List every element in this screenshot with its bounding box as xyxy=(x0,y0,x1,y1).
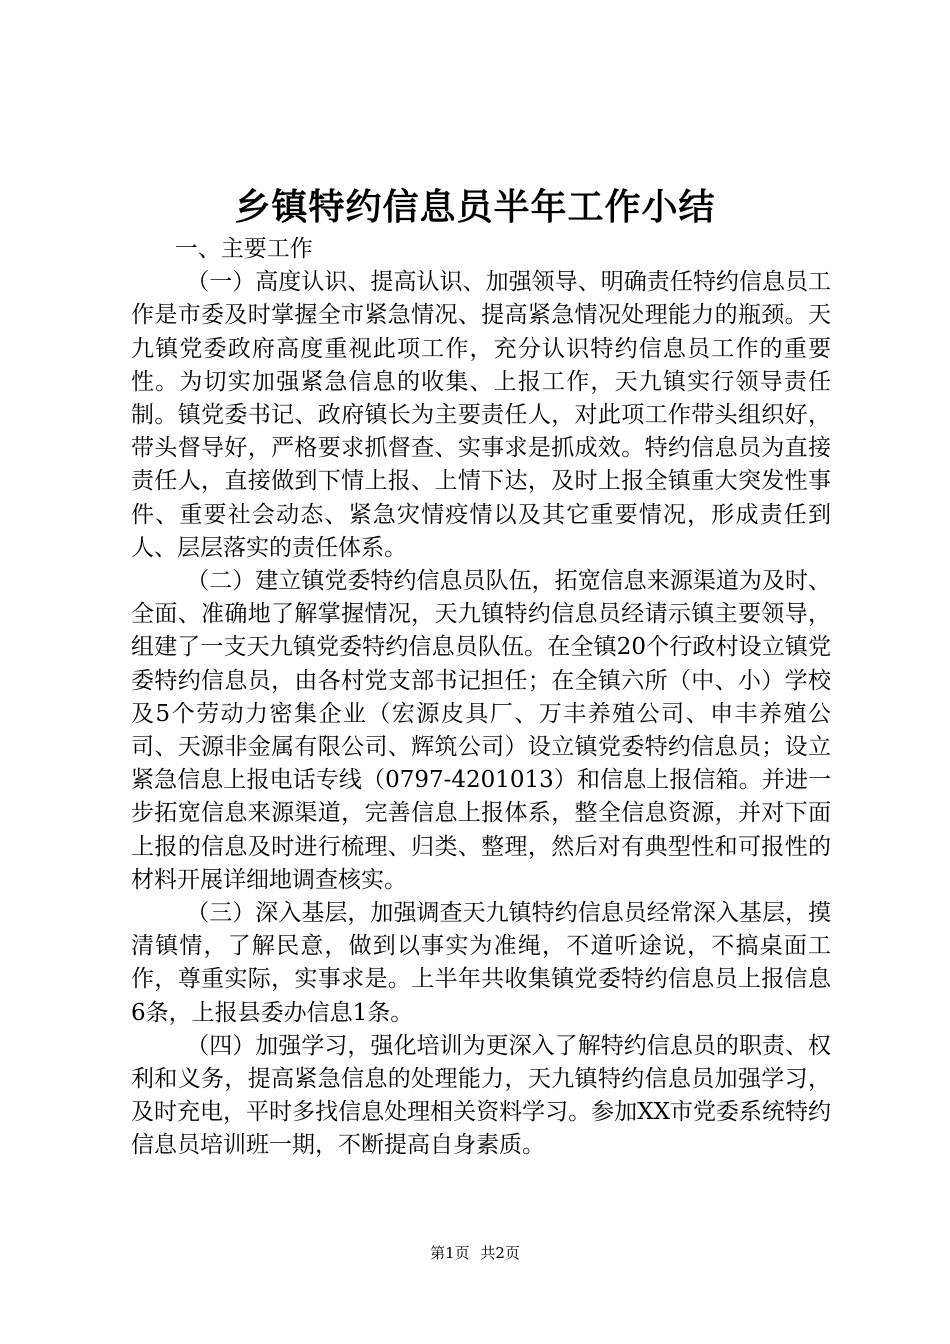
page-footer xyxy=(0,1243,950,1263)
document-title: 乡镇特约信息员半年工作小结 xyxy=(234,187,716,228)
paragraph-4: （四）加强学习，强化培训为更深入了解特约信息员的职责、权利和义务，提高紧急信息的处理能力，天九镇特约信息员加强学习，及时充电，平时多找信息处理相关资料学习。参加XX市党委系统特约信息员培训班一期，不断提高自身素质。 xyxy=(131,1032,831,1159)
paragraph-3: （三）深入基层，加强调查天九镇特约信息员经常深入基层，摸清镇情，了解民意，做到以事实为准绳，不道听途说，不搞桌面工作，尊重实际，实事求是。上半年共收集镇党委特约信息员上报信息6条，上报县委办信息1条。 xyxy=(131,900,831,1026)
paragraph-2: （二）建立镇党委特约信息员队伍，拓宽信息来源渠道为及时、全面、准确地了解掌握情况，天九镇特约信息员经请示镇主要领导，组建了一支天九镇党委特约信息员队伍。在全镇20个行政村设立镇党委特约信息员，由各村党支部书记担任；在全镇六所（中、小）学校及5个劳动力密集企业（宏源皮具厂、万丰养殖公司、申丰养殖公司、天源非金属有限公司、辉筑公司）设立镇党委特约信息员；设立紧急信息上报电话专线（0797-4201013）和信息上报信箱。并进一步拓宽信息来源渠道，完善信息上报体系，整全信息资源，并对下面上报的信息及时进行梳理、归类、整理，然后对有典型性和可报性的材料开展详细地调查核实。 xyxy=(131,568,831,893)
page-number: 第1页 xyxy=(430,1244,470,1262)
paragraph-1: （一）高度认识、提高认识、加强领导、明确责任特约信息员工作是市委及时掌握全市紧急情况、提高紧急情况处理能力的瓶颈。天九镇党委政府高度重视此项工作，充分认识特约信息员工作的重要性。为切实加强紧急信息的收集、上报工作，天九镇实行领导责任制。镇党委书记、政府镇长为主要责任人，对此项工作带头组织好，带头督导好，严格要求抓督查、实事求是抓成效。特约信息员为直接责任人，直接做到下情上报、上情下达，及时上报全镇重大突发性事件、重要社会动态、紧急灾情疫情以及其它重要情况，形成责任到人、层层落实的责任体系。 xyxy=(131,269,831,561)
document-body xyxy=(131,233,831,1163)
page-total: 共2页 xyxy=(480,1244,520,1262)
section-heading: 一、主要工作 xyxy=(174,236,313,262)
